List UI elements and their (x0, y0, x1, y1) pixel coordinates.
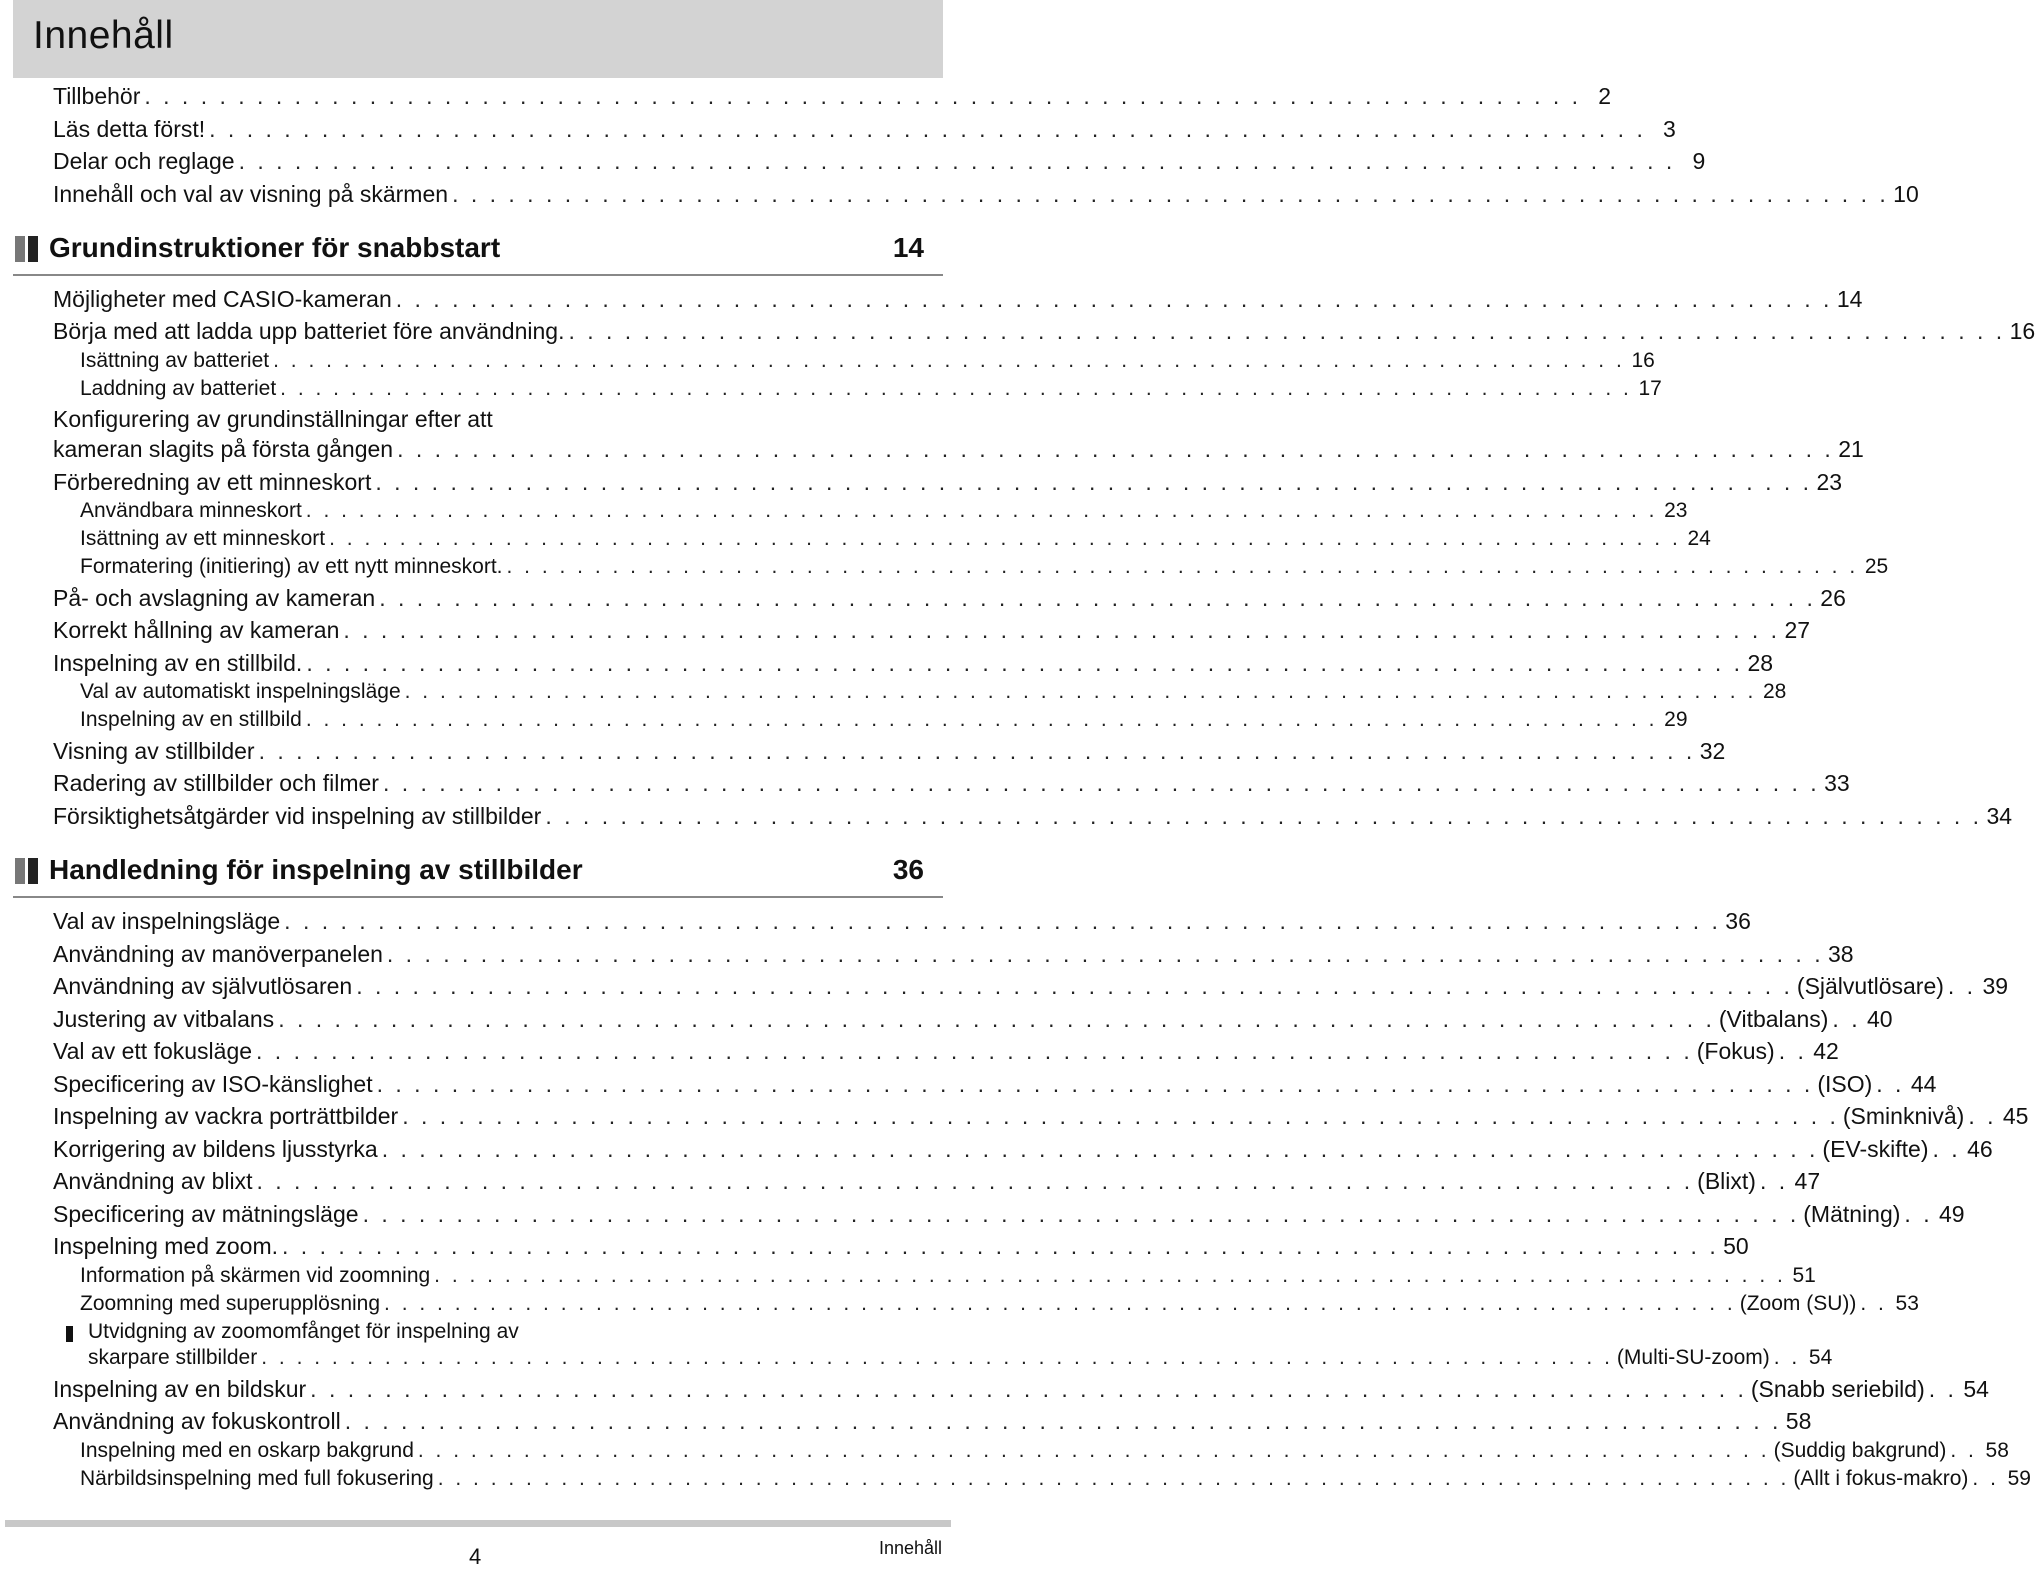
entry-text: Radering av stillbilder och filmer (53, 770, 379, 796)
entry-text: Försiktighetsåtgärder vid inspelning av stillbilder (53, 803, 542, 829)
leader-dots: . . (1759, 1168, 1789, 1194)
entry-tag: (Suddig bakgrund) (1773, 1439, 1947, 1462)
section-marker-icon (15, 236, 43, 262)
page-number: 54 (1963, 1376, 1989, 1402)
toc-entry[interactable] (53, 318, 2035, 348)
toc-entry[interactable] (66, 349, 1655, 377)
section-rule (13, 274, 943, 276)
page-number: 28 (1747, 650, 1774, 676)
section-page-number: 36 (892, 854, 924, 885)
page-number: 47 (1794, 1168, 1821, 1194)
entry-text: Tillbehör (53, 83, 141, 109)
entry-tag: (Multi-SU-zoom) (1616, 1346, 1770, 1369)
section-header (13, 228, 943, 276)
toc-entry[interactable] (66, 680, 1787, 708)
page-number: 9 (1692, 148, 1706, 174)
entry-text: Börja med att ladda upp batteriet före användning. (53, 318, 565, 344)
leader-dots: . . . . . . . . . . . . . . . . . . . . . . . . . . . . . . . . . . . . . . . . . . . . . . . . . . . . . . . . . . . . . . . . . . . . . . . . . . . . . (568, 318, 2006, 344)
entry-text: Inspelning med zoom. (53, 1233, 279, 1259)
leader-dots: . . . . . . . . . . . . . . . . . . . . . . . . . . . . . . . . . . . . . . . . . . . . . . . . . . . . . . . . . . . . . . . . . . . . . . . . . . . . . (306, 650, 1744, 676)
leader-dots: . . (1860, 1292, 1887, 1315)
entry-text: Formatering (initiering) av ett nytt minneskort. (80, 555, 503, 578)
toc-entry[interactable] (53, 436, 1864, 466)
entry-text: Inspelning av en bildskur (53, 1376, 307, 1402)
page-number: 16 (1631, 349, 1655, 372)
section-marker-icon (15, 858, 43, 884)
entry-text: Isättning av ett minneskort (80, 527, 326, 550)
leader-dots: . . (1832, 1006, 1861, 1032)
entry-tag: (Självutlösare) (1796, 973, 1944, 999)
toc-entry[interactable] (53, 941, 1854, 971)
leader-dots: . . . . . . . . . . . . . . . . . . . . . . . . . . . . . . . . . . . . . . . . . . . . . . . . . . . . . . . . . . . . . . . . . . . . . . . . . . . . . (343, 617, 1781, 643)
entry-tag: (Zoom (SU)) (1739, 1292, 1857, 1315)
leader-dots: . . . . . . . . . . . . . . . . . . . . . . . . . . . . . . . . . . . . . . . . . . . . . . . . . . . . . . . . . . . . . . . . . . . . . . . . . . . . . (258, 738, 1696, 764)
entry-text: Specificering av ISO-känslighet (53, 1071, 373, 1097)
toc-entry[interactable] (53, 1201, 1965, 1231)
entry-text: Korrigering av bildens ljusstyrka (53, 1136, 378, 1162)
toc-entry[interactable] (53, 469, 1843, 499)
page-number: 40 (1867, 1006, 1893, 1032)
entry-text: Isättning av batteriet (80, 349, 270, 372)
entry-text: Användning av blixt (53, 1168, 253, 1194)
leader-dots: . . (1950, 1439, 1977, 1462)
entry-text: Inspelning av en stillbild (80, 708, 302, 731)
footer-label: Innehåll (878, 1538, 942, 1558)
entry-tag: (ISO) (1817, 1071, 1873, 1097)
toc-entry[interactable] (53, 803, 2013, 833)
leader-dots: . . . . . . . . . . . . . . . . . . . . . . . . . . . . . . . . . . . . . . . . . . . . . . . . . . . . . . . . . . . . . . . . . . . . . . . . . . . . . (397, 436, 1834, 462)
leader-dots: . . . . . . . . . . . . . . . . . . . . . . . . . . . . . . . . . . . . . . . . . . . . . . . . . . . . . . . . . . . . . . . . . . . . . . . . . . . . . (386, 941, 1824, 967)
leader-dots: . . . . . . . . . . . . . . . . . . . . . . . . . . . . . . . . . . . . . . . . . . . . . . . . . . . . . . . . . . . . . . . . . . . . . . . . . . . . . (382, 770, 1820, 796)
leader-dots: . . . . . . . . . . . . . . . . . . . . . . . . . . . . . . . . . . . . . . . . . . . . . . . . . . . . . . . . . . . . . . . . . . . . . . . . . . . . . (282, 1233, 1719, 1259)
page-number: 50 (1723, 1233, 1749, 1259)
entry-text: Konfigurering av grundinställningar efter att (53, 406, 493, 432)
toc-entry[interactable] (53, 1136, 1993, 1166)
leader-dots: . . . . . . . . . . . . . . . . . . . . . . . . . . . . . . . . . . . . . . . . . . . . . . . . . . . . . . . . . . . . . . . . . . . . . . . . . . . . . (305, 499, 1658, 522)
leader-dots: . . . . . . . . . . . . . . . . . . . . . . . . . . . . . . . . . . . . . . . . . . . . . . . . . . . . . . . . . . . . . . . . . . . . . . . . . . . . . (376, 1071, 1814, 1097)
leader-dots: . . . . . . . . . . . . . . . . . . . . . . . . . . . . . . . . . . . . . . . . . . . . . . . . . . . . . . . . . . . . . . . . . . . . . . . . . . . . . (280, 377, 1632, 400)
leader-dots: . . (1932, 1136, 1961, 1162)
page-number: 54 (1808, 1346, 1833, 1369)
toc-entry[interactable] (53, 770, 1850, 800)
page-number: 27 (1784, 617, 1811, 643)
entry-text: Användning av fokuskontroll (53, 1408, 341, 1434)
page-number: 3 (1663, 116, 1676, 142)
toc-entry[interactable] (66, 527, 1711, 555)
entry-tag: (Vitbalans) (1718, 1006, 1829, 1032)
entry-text: Närbildsinspelning med full fokusering (80, 1467, 434, 1490)
toc-entry[interactable] (53, 1038, 1839, 1068)
entry-text: Inspelning av vackra porträttbilder (53, 1103, 399, 1129)
page-number: 42 (1813, 1038, 1839, 1064)
page-number: 33 (1824, 770, 1850, 796)
entry-tag: (Fokus) (1696, 1038, 1775, 1064)
page-number: 17 (1638, 377, 1662, 400)
entry-text: Visning av stillbilder (53, 738, 255, 764)
toc-entry[interactable] (53, 1168, 1821, 1198)
toc-entry[interactable] (53, 585, 1846, 615)
page-number: 49 (1939, 1201, 1965, 1227)
toc-entry[interactable] (53, 1071, 1937, 1101)
page-number: 38 (1828, 941, 1854, 967)
entry-text: Specificering av mätningsläge (53, 1201, 359, 1227)
leader-dots: . . . . . . . . . . . . . . . . . . . . . . . . . . . . . . . . . . . . . . . . . . . . . . . . . . . . . . . . . . . . . . . . . . . . . . . . . . . . . (384, 1292, 1736, 1315)
leader-dots: . . . . . . . . . . . . . . . . . . . . . . . . . . . . . . . . . . . . . . . . . . . . . . . . . . . . . . . . . . . . . . . . . . . . . . . . . . . . . (305, 708, 1658, 731)
toc-entry[interactable] (53, 973, 2009, 1003)
page-number: 58 (1785, 1408, 1812, 1434)
leader-dots: . . . . . . . . . . . . . . . . . . . . . . . . . . . . . . . . . . . . . . . . . . . . . . . . . . . . . . . . . . . . . . . . . . . . . . . . . . . . . (362, 1201, 1800, 1227)
page-number: 58 (1985, 1439, 2009, 1462)
toc-entry[interactable] (53, 148, 1706, 178)
entry-text: skarpare stillbilder (88, 1346, 258, 1369)
toc-entry[interactable] (53, 1376, 1989, 1406)
section-title: Handledning för inspelning av stillbilder (49, 854, 583, 885)
page-number: 45 (2002, 1103, 2029, 1129)
entry-text: Val av automatiskt inspelningsläge (80, 680, 401, 703)
leader-dots: . . . . . . . . . . . . . . . . . . . . . . . . . . . . . . . . . . . . . . . . . . . . . . . . . . . . . . . . . . . . . . . . . . . . . . . . . . . . . (261, 1346, 1613, 1369)
leader-dots: . . . . . . . . . . . . . . . . . . . . . . . . . . . . . . . . . . . . . . . . . . . . . . . . . . . . . . . . . . . . . . . . . . . . . . . . . . . . . (209, 116, 1646, 142)
section-page-number: 14 (892, 232, 924, 263)
page-number: 2 (1598, 83, 1612, 109)
page-number: 10 (1893, 181, 1919, 207)
leader-dots: . . . . . . . . . . . . . . . . . . . . . . . . . . . . . . . . . . . . . . . . . . . . . . . . . . . . . . . . . . . . . . . . . . . . . . . . . . . . . (344, 1408, 1782, 1434)
toc-entry[interactable] (53, 650, 1774, 680)
leader-dots: . . . . . . . . . . . . . . . . . . . . . . . . . . . . . . . . . . . . . . . . . . . . . . . . . . . . . . . . . . . . . . . . . . . . . . . . . . . . . (506, 555, 1859, 578)
toc-entry[interactable] (66, 1467, 2031, 1495)
toc-entry-line (88, 1320, 519, 1344)
entry-text: Läs detta först! (53, 116, 206, 142)
toc-entry[interactable] (66, 1292, 1919, 1320)
entry-text: Användning av manöverpanelen (53, 941, 383, 967)
leader-dots: . . (1968, 1103, 1997, 1129)
entry-text: Zoomning med superupplösning (80, 1292, 381, 1315)
toc-entry[interactable] (53, 738, 1726, 768)
entry-text: Innehåll och val av visning på skärmen (53, 181, 449, 207)
footer-page-number: 4 (469, 1544, 482, 1569)
entry-text: Användbara minneskort (80, 499, 302, 522)
page-number: 32 (1699, 738, 1726, 764)
toc-entry[interactable] (66, 555, 1889, 583)
entry-text: kameran slagits på första gången (53, 436, 394, 462)
page-number: 24 (1687, 527, 1711, 550)
entry-text: Inspelning med en oskarp bakgrund (80, 1439, 414, 1462)
entry-tag: (EV-skifte) (1822, 1136, 1929, 1162)
leader-dots: . . . . . . . . . . . . . . . . . . . . . . . . . . . . . . . . . . . . . . . . . . . . . . . . . . . . . . . . . . . . . . . . . . . . . . . . . . . . . (402, 1103, 1839, 1129)
entry-text: Information på skärmen vid zoomning (80, 1264, 431, 1287)
entry-text: Inspelning av en stillbild. (53, 650, 303, 676)
leader-dots: . . (1773, 1346, 1801, 1369)
page-number: 16 (2009, 318, 2035, 344)
entry-text: Delar och reglage (53, 148, 235, 174)
section-rule (13, 896, 943, 898)
leader-dots: . . . . . . . . . . . . . . . . . . . . . . . . . . . . . . . . . . . . . . . . . . . . . . . . . . . . . . . . . . . . . . . . . . . . . . . . . . . . . (256, 1038, 1693, 1064)
page-number: 59 (2007, 1467, 2031, 1490)
entry-text: Användning av självutlösaren (53, 973, 353, 999)
toc-entry[interactable] (53, 181, 1919, 211)
page-number: 53 (1895, 1292, 1919, 1315)
toc-entry[interactable] (53, 1103, 2029, 1133)
page-number: 28 (1762, 680, 1787, 703)
leader-dots: . . . . . . . . . . . . . . . . . . . . . . . . . . . . . . . . . . . . . . . . . . . . . . . . . . . . . . . . . . . . . . . . . . . . . . . . . . . . . (278, 1006, 1715, 1032)
page-number: 44 (1910, 1071, 1937, 1097)
leader-dots: . . . . . . . . . . . . . . . . . . . . . . . . . . . . . . . . . . . . . . . . . . . . . . . . . . . . . . . . . . . . . . . . . . . . . . . . . . . . . (437, 1467, 1790, 1490)
entry-tag: (Allt i fokus-makro) (1793, 1467, 1969, 1490)
toc-entry[interactable] (66, 1264, 1816, 1292)
toc-entry[interactable] (53, 908, 1751, 938)
leader-dots: . . (1904, 1201, 1933, 1227)
leader-dots: . . . . . . . . . . . . . . . . . . . . . . . . . . . . . . . . . . . . . . . . . . . . . . . . . . . . . . . . . . . . . . . . . . . . . . . . . . . . . (381, 1136, 1819, 1162)
entry-tag: (Sminknivå) (1842, 1103, 1965, 1129)
leader-dots: . . (1947, 973, 1977, 999)
leader-dots: . . (1876, 1071, 1905, 1097)
bullet-marker (66, 1326, 73, 1342)
leader-dots: . . . . . . . . . . . . . . . . . . . . . . . . . . . . . . . . . . . . . . . . . . . . . . . . . . . . . . . . . . . . . . . . . . . . . . . . . . . . . (273, 349, 1625, 372)
section-title: Grundinstruktioner för snabbstart (49, 232, 501, 263)
section-header (13, 850, 943, 898)
entry-tag: (Mätning) (1803, 1201, 1901, 1227)
entry-text: Möjligheter med CASIO-kameran (53, 286, 392, 312)
toc-entry[interactable] (53, 1408, 1812, 1438)
leader-dots: . . . . . . . . . . . . . . . . . . . . . . . . . . . . . . . . . . . . . . . . . . . . . . . . . . . . . . . . . . . . . . . . . . . . . . . . . . . . . (356, 973, 1793, 999)
leader-dots: . . . . . . . . . . . . . . . . . . . . . . . . . . . . . . . . . . . . . . . . . . . . . . . . . . . . . . . . . . . . . . . . . . . . . . . . . . . . . (379, 585, 1816, 611)
leader-dots: . . . . . . . . . . . . . . . . . . . . . . . . . . . . . . . . . . . . . . . . . . . . . . . . . . . . . . . . . . . . . . . . . . . . . . . . . . . . . (417, 1439, 1770, 1462)
footer-rule (5, 1520, 951, 1527)
entry-tag: (Blixt) (1697, 1168, 1756, 1194)
entry-text: Utvidgning av zoomomfånget för inspelning av (88, 1320, 519, 1343)
entry-text: Val av inspelningsläge (53, 908, 281, 934)
leader-dots: . . (1928, 1376, 1957, 1402)
page-number: 23 (1664, 499, 1688, 522)
page-title: Innehåll (33, 14, 174, 57)
toc-entry[interactable] (66, 1439, 2009, 1467)
toc-entry[interactable] (66, 377, 1662, 405)
leader-dots: . . . . . . . . . . . . . . . . . . . . . . . . . . . . . . . . . . . . . . . . . . . . . . . . . . . . . . . . . . . . . . . . . . . . . . . . . . . . . (545, 803, 1983, 829)
toc-entry[interactable] (53, 83, 1612, 113)
title-bar (13, 0, 943, 78)
leader-dots: . . . . . . . . . . . . . . . . . . . . . . . . . . . . . . . . . . . . . . . . . . . . . . . . . . . . . . . . . . . . . . . . . . . . . . . . . . . . . (329, 527, 1681, 550)
entry-text: Korrekt hållning av kameran (53, 617, 340, 643)
page-number: 26 (1820, 585, 1846, 611)
leader-dots: . . . . . . . . . . . . . . . . . . . . . . . . . . . . . . . . . . . . . . . . . . . . . . . . . . . . . . . . . . . . . . . . . . . . . . . . . . . . . (256, 1168, 1694, 1194)
leader-dots: . . . . . . . . . . . . . . . . . . . . . . . . . . . . . . . . . . . . . . . . . . . . . . . . . . . . . . . . . . . . . . . . . . . . . . . . . . . . . (310, 1376, 1747, 1402)
toc-entry-line (53, 406, 493, 433)
page-number: 51 (1792, 1264, 1816, 1287)
page-number: 23 (1816, 469, 1843, 495)
entry-text: Laddning av batteriet (80, 377, 277, 400)
leader-dots: . . . . . . . . . . . . . . . . . . . . . . . . . . . . . . . . . . . . . . . . . . . . . . . . . . . . . . . . . . . . . . . . . . . . . . . . . . . . . (375, 469, 1813, 495)
toc-entry[interactable] (53, 1006, 1893, 1036)
page-number: 39 (1982, 973, 2009, 999)
leader-dots: . . . . . . . . . . . . . . . . . . . . . . . . . . . . . . . . . . . . . . . . . . . . . . . . . . . . . . . . . . . . . . . . . . . . . . . . . . . . . (238, 148, 1676, 174)
entry-text: Förberedning av ett minneskort (53, 469, 372, 495)
leader-dots: . . . . . . . . . . . . . . . . . . . . . . . . . . . . . . . . . . . . . . . . . . . . . . . . . . . . . . . . . . . . . . . . . . . . . . . . . . . . . (434, 1264, 1786, 1287)
leader-dots: . . . . . . . . . . . . . . . . . . . . . . . . . . . . . . . . . . . . . . . . . . . . . . . . . . . . . . . . . . . . . . . . . . . . . . . . . . . . . (395, 286, 1833, 312)
toc-entry[interactable] (53, 1233, 1749, 1263)
toc-entry[interactable] (88, 1346, 1833, 1374)
page-number: 25 (1864, 555, 1889, 578)
entry-tag: (Snabb seriebild) (1750, 1376, 1925, 1402)
page-number: 14 (1836, 286, 1863, 312)
page-number: 21 (1838, 436, 1864, 462)
page-number: 34 (1986, 803, 2013, 829)
leader-dots: . . (1972, 1467, 1999, 1490)
toc-entry[interactable] (66, 499, 1688, 527)
page-number: 46 (1967, 1136, 1993, 1162)
entry-text: Justering av vitbalans (53, 1006, 275, 1032)
page-number: 36 (1725, 908, 1751, 934)
toc-entry[interactable] (66, 708, 1688, 736)
toc-entry[interactable] (53, 617, 1811, 647)
toc-entry[interactable] (53, 116, 1676, 146)
leader-dots: . . . . . . . . . . . . . . . . . . . . . . . . . . . . . . . . . . . . . . . . . . . . . . . . . . . . . . . . . . . . . . . . . . . . . . . . . . . . . (284, 908, 1721, 934)
leader-dots: . . . . . . . . . . . . . . . . . . . . . . . . . . . . . . . . . . . . . . . . . . . . . . . . . . . . . . . . . . . . . . . . . . . . . . . . . . . . . (452, 181, 1889, 207)
toc-entry[interactable] (53, 286, 1863, 316)
entry-text: Val av ett fokusläge (53, 1038, 253, 1064)
page-number: 29 (1664, 708, 1688, 731)
leader-dots: . . . . . . . . . . . . . . . . . . . . . . . . . . . . . . . . . . . . . . . . . . . . . . . . . . . . . . . . . . . . . . . . . . . . . . . . . . . . . (144, 83, 1582, 109)
entry-text: På- och avslagning av kameran (53, 585, 376, 611)
leader-dots: . . . . . . . . . . . . . . . . . . . . . . . . . . . . . . . . . . . . . . . . . . . . . . . . . . . . . . . . . . . . . . . . . . . . . . . . . . . . . (404, 680, 1757, 703)
leader-dots: . . (1778, 1038, 1807, 1064)
